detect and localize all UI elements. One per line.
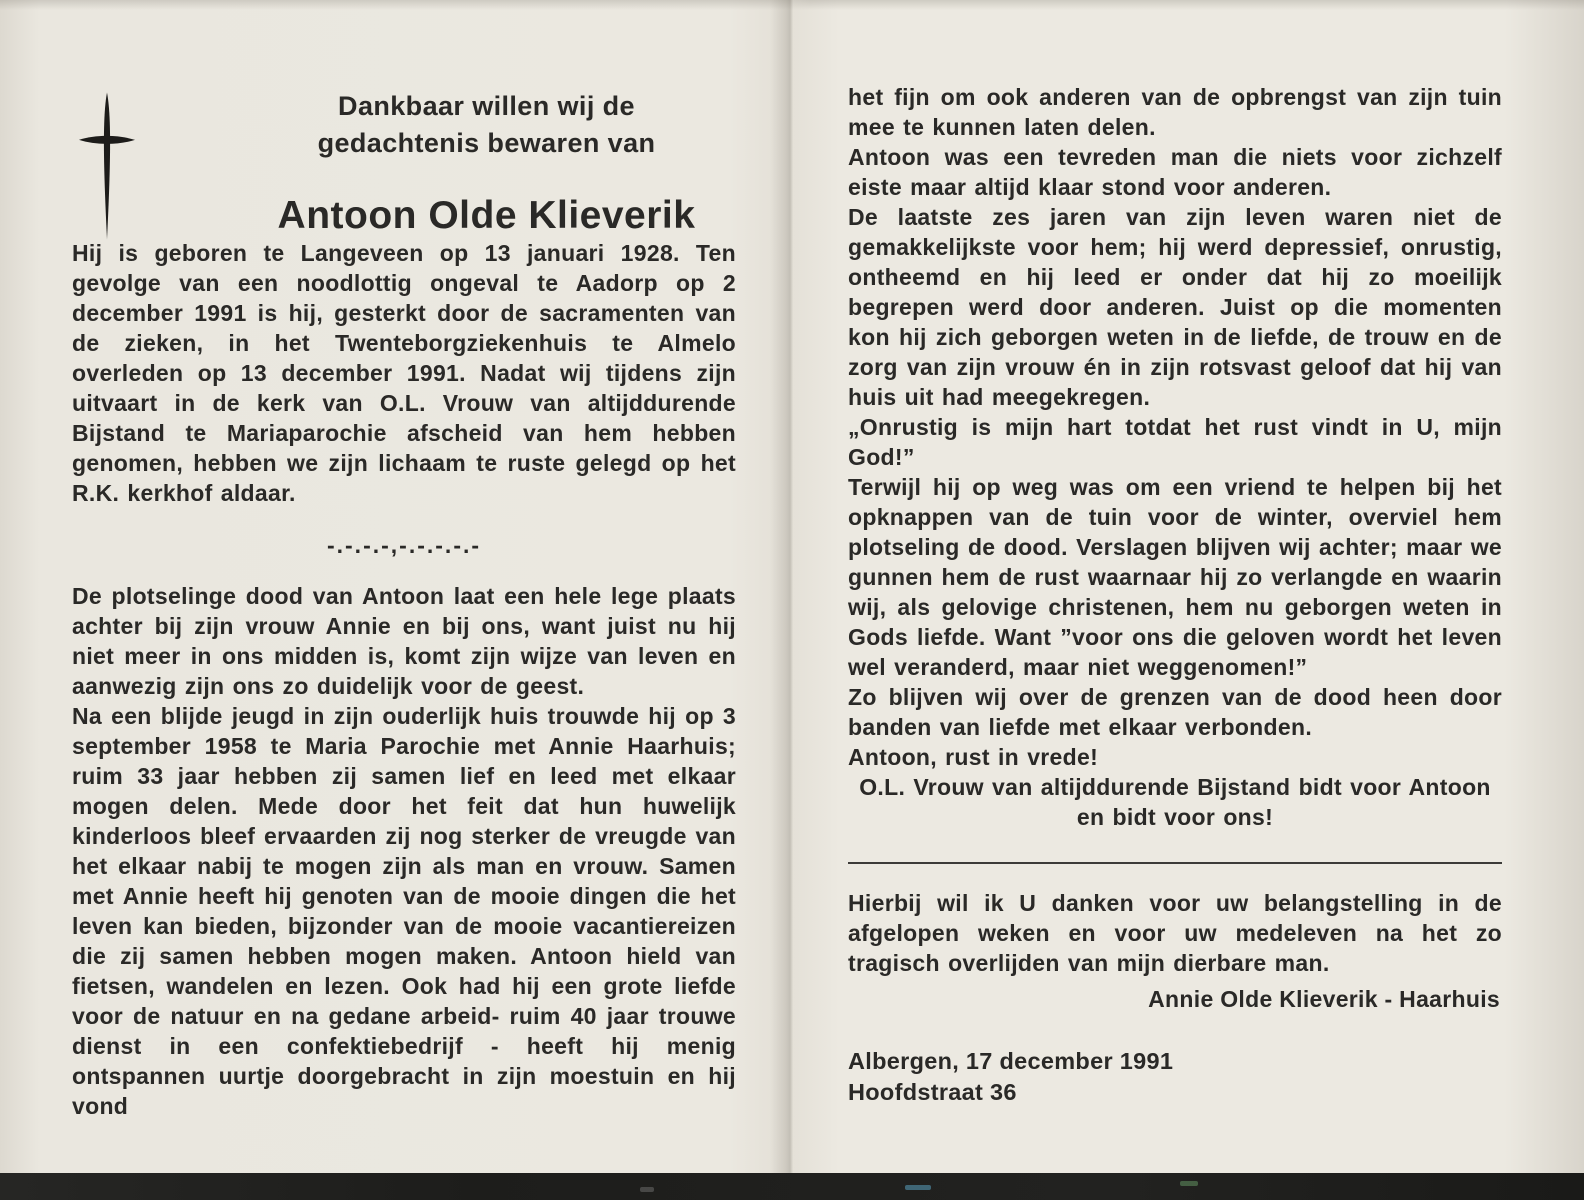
deceased-name: Antoon Olde Klieverik — [277, 194, 696, 237]
place-date-block — [848, 1046, 1502, 1108]
intro-line-1: Dankbaar willen wij de — [338, 91, 635, 121]
paragraph-death-circumstances: Terwijl hij op weg was om een vriend te helpen bij het opknappen van de tuin voor de winter, overviel hem plotseling de dood. Verslagen blijven wij achter; maar we gunnen hem de rust waarnaar hij zo verlangde en waarin wij, als gelovige christenen, hem nu geborgen weten in Gods liefde. Want ”voor ons die geloven wordt het leven wel veranderd, maar niet weggenomen!” — [848, 474, 1502, 680]
memorial-intro — [237, 88, 736, 162]
left-page — [72, 88, 736, 1121]
decorative-separator: -.-.-.-,-.-.-.-.- — [326, 532, 482, 558]
paragraph-content-man: Antoon was een tevreden man die niets voor zichzelf eiste maar altijd klaar stond voor anderen. — [848, 144, 1502, 200]
paragraph-life-story: Na een blijde jeugd in zijn ouderlijk huis trouwde hij op 3 september 1958 te Maria Parochie met Annie Haarhuis; ruim 33 jaar hebben zij samen lief en leed met elkaar mogen delen. Mede door het feit dat hun huwelijk kinderloos bleef ervaarden zij nog sterker de vreugde van het elkaar nabij te mogen zijn als man en vrouw. Samen met Annie heeft hij genoten van de mooie dingen die het leven kan bieden, bijzonder van de mooie vacantiereizen die zij samen hebben mogen maken. Antoon hield van fietsen, wandelen en lezen. Ook had hij een grote liefde voor de natuur en na gedane arbeid- ruim 40 jaar trouwe dienst in een confektiebedrijf - heeft hij menig ontspannen uurtje doorgebracht in zijn moestuin en hij vond — [72, 703, 736, 1119]
paragraph-prayer: O.L. Vrouw van altijddurende Bijstand bidt voor Antoon en bidt voor ons! — [859, 774, 1491, 830]
paragraph-bonds-of-love: Zo blijven wij over de grenzen van de dood heen door banden van liefde met elkaar verbonden. — [848, 684, 1502, 740]
scan-artifact — [905, 1185, 931, 1190]
right-page — [848, 82, 1502, 1108]
paragraph-rest-in-peace: Antoon, rust in vrede! — [848, 744, 1099, 770]
paragraph-sudden-death: De plotselinge dood van Antoon laat een hele lege plaats achter bij zijn vrouw Annie en bij ons, want juist nu hij niet meer in ons midden is, komt zijn wijze van leven en aanwezig zijn ons zo duidelijk voor de geest. — [72, 583, 736, 699]
scan-edge-bar — [0, 1173, 1584, 1200]
address: Hoofdstraat 36 — [848, 1079, 1017, 1105]
section-divider — [848, 862, 1502, 864]
paragraph-last-years: De laatste zes jaren van zijn leven waren niet de gemakkelijkste voor hem; hij werd depressief, onrustig, ontheemd en hij leed er onder dat hij zo moeilijk begrepen werd door anderen. Juist op die momenten kon hij zich geborgen weten in de liefde, de trouw en de zorg van zijn vrouw én in zijn rotsvast geloof dat hij van huis uit had meegekregen. — [848, 204, 1502, 410]
signature-name: Annie Olde Klieverik - Haarhuis — [1148, 986, 1500, 1012]
place-date: Albergen, 17 december 1991 — [848, 1048, 1174, 1074]
scan-top-shadow — [0, 0, 1584, 10]
scan-artifact — [640, 1187, 654, 1192]
intro-line-2: gedachtenis bewaren van — [317, 128, 656, 158]
paragraph-thanks: Hierbij wil ik U danken voor uw belangstelling in de afgelopen weken en voor uw medeleven na het zo tragisch overlijden van mijn dierbare man. — [848, 890, 1502, 976]
paragraph-quote-psalm: „Onrustig is mijn hart totdat het rust vindt in U, mijn God!” — [848, 414, 1502, 470]
page-fold-crease — [770, 0, 810, 1200]
scan-artifact — [1180, 1181, 1198, 1186]
latin-cross-icon — [78, 90, 136, 242]
paragraph-garden: het fijn om ook anderen van de opbrengst van zijn tuin mee te kunnen laten delen. — [848, 84, 1502, 140]
paragraph-birth-death: Hij is geboren te Langeveen op 13 januari 1928. Ten gevolge van een noodlottig ongeval te Aadorp op 2 december 1991 is hij, gesterkt door de sacramenten van de zieken, in het Twenteborgziekenhuis te Almelo overleden op 13 december 1991. Nadat wij tijdens zijn uitvaart in de kerk van O.L. Vrouw van altijddurende Bijstand te Mariaparochie afscheid van hem hebben genomen, hebben we zijn lichaam te ruste gelegd op het R.K. kerkhof aldaar. — [72, 240, 736, 506]
